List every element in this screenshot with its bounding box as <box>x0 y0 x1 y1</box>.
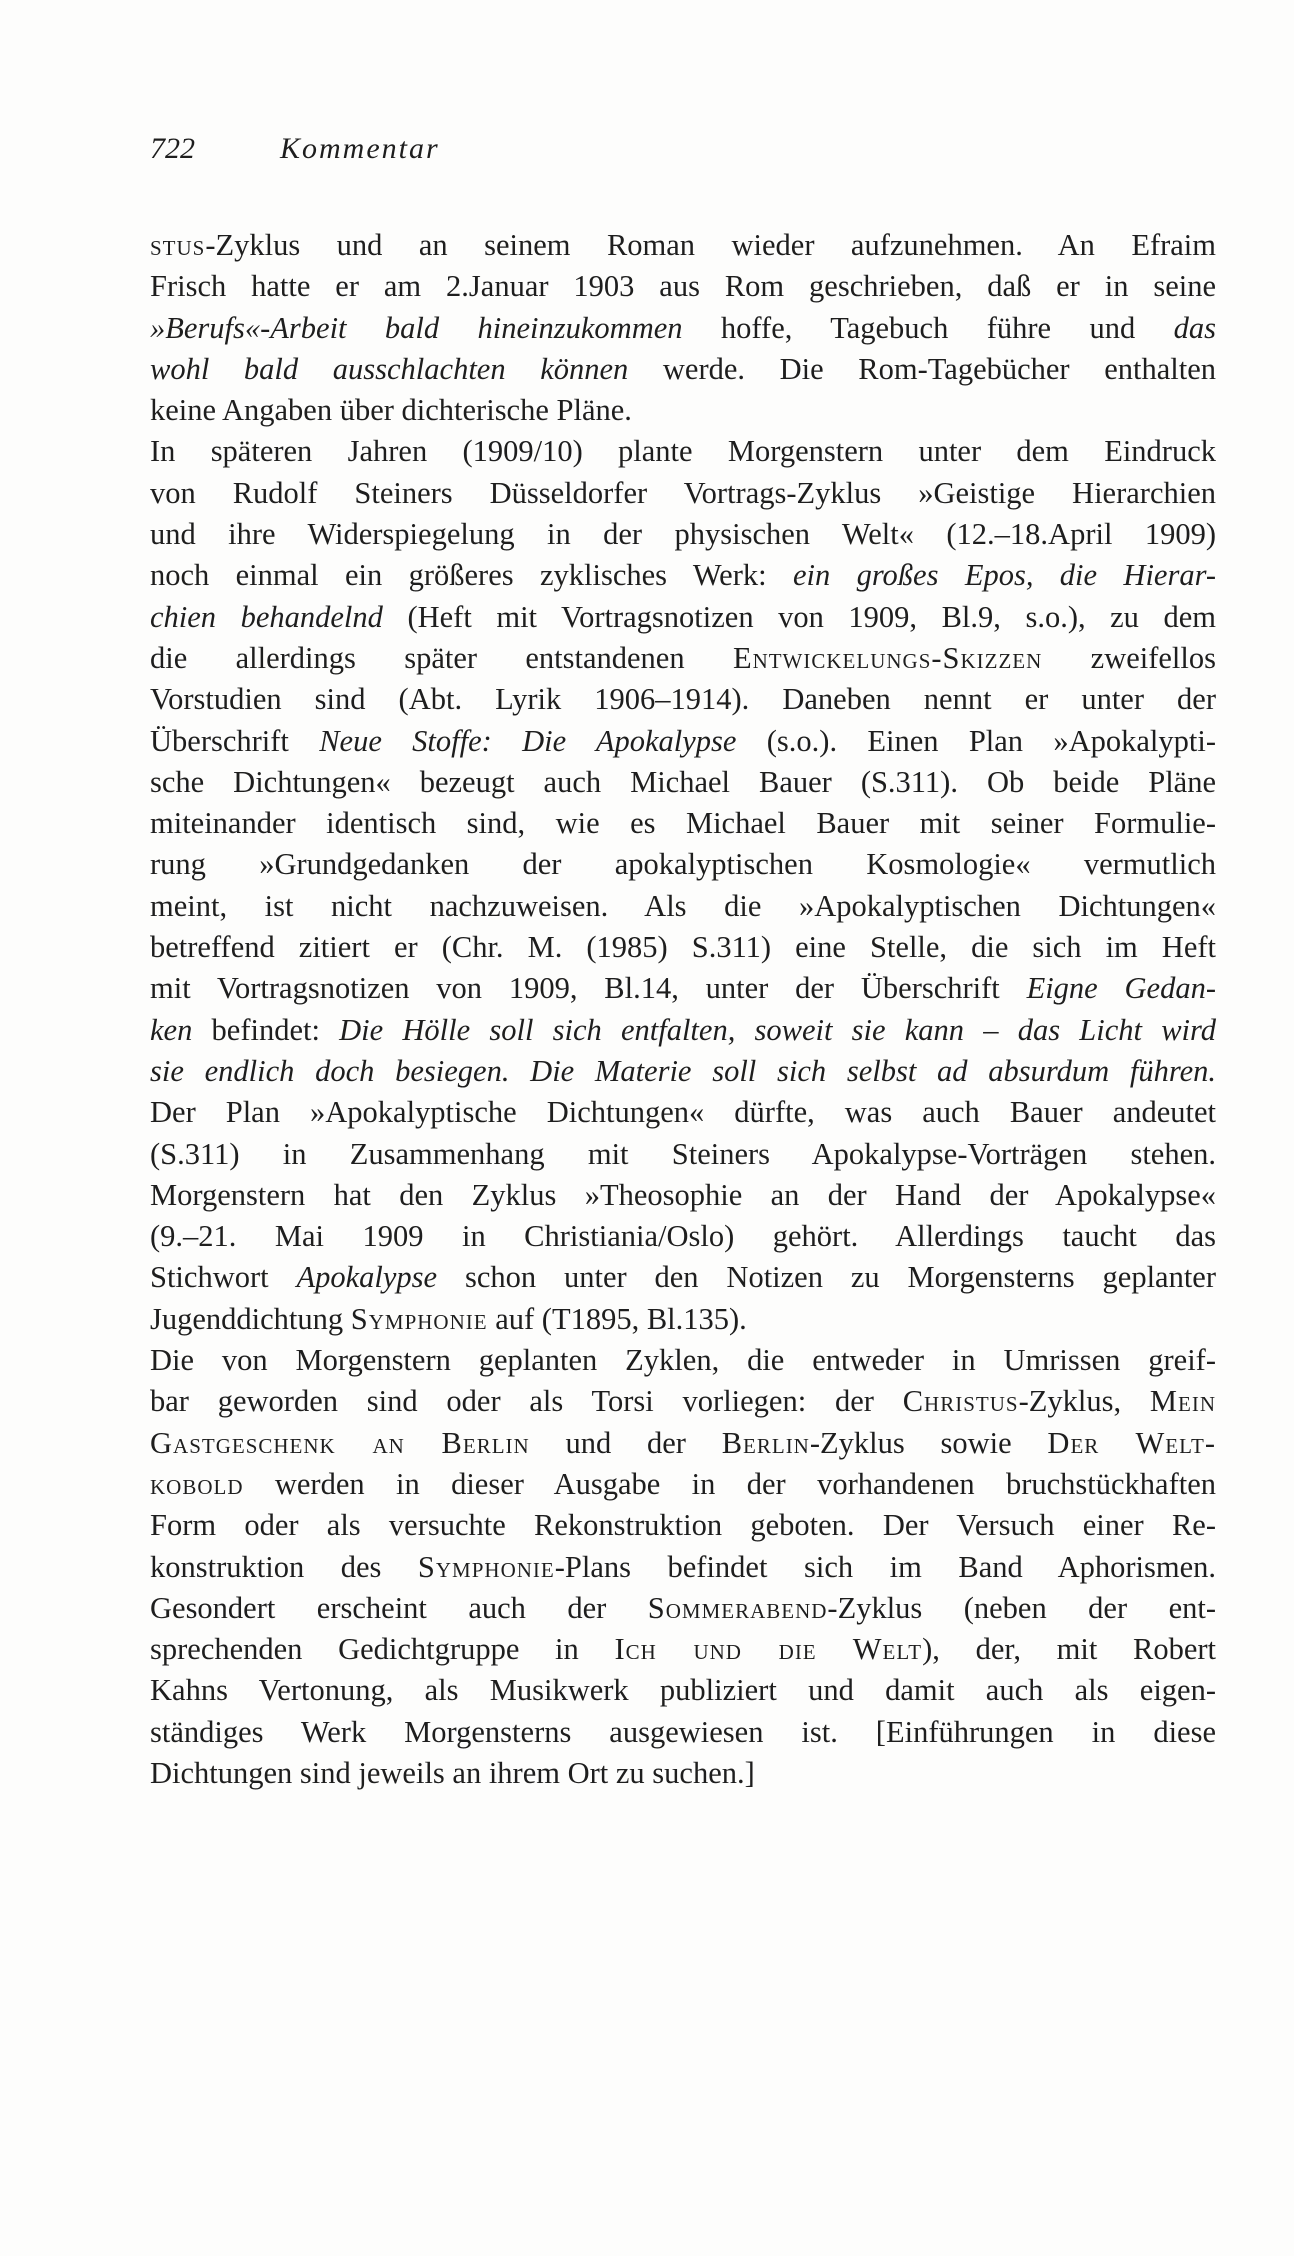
italic-quote: Apokalypse <box>296 1260 438 1295</box>
text-line <box>150 968 1216 1009</box>
text-run: ), der, mit Robert <box>922 1632 1216 1667</box>
text-line <box>150 1010 1216 1051</box>
text-line <box>150 431 1216 472</box>
text-line <box>150 1464 1216 1505</box>
text-line <box>150 1547 1216 1588</box>
italic-quote: chien behandelnd <box>150 599 383 634</box>
text-line <box>150 1092 1216 1133</box>
commentary-body <box>150 225 1216 1794</box>
text-line <box>150 721 1216 762</box>
text-run: -Zyklus sowie <box>809 1425 1048 1460</box>
small-caps-title: Sommerabend <box>647 1590 828 1625</box>
small-caps-title: kobold <box>150 1466 244 1501</box>
text-run: werden in dieser Ausgabe in der vorhandenen bruchstückhaften <box>243 1466 1216 1501</box>
small-caps-title: Der Welt- <box>1047 1425 1216 1460</box>
text-line <box>150 1629 1216 1670</box>
text-run: (9.–21. Mai 1909 in Christiania/Oslo) gehört. Allerdings taucht das <box>150 1219 1216 1254</box>
text-run: Überschrift <box>150 723 320 758</box>
small-caps-title: Ich und die Welt <box>614 1632 923 1667</box>
text-run: zweifellos <box>1042 640 1216 675</box>
text-line <box>150 349 1216 390</box>
text-line <box>150 844 1216 885</box>
text-line <box>150 1216 1216 1257</box>
text-line <box>150 308 1216 349</box>
text-run: sprechenden Gedichtgruppe in <box>150 1632 615 1667</box>
text-run: meint, ist nicht nachzuweisen. Als die »Apokalyptischen Dichtungen« <box>150 888 1216 923</box>
text-line <box>150 1712 1216 1753</box>
italic-quote: Eigne Gedan- <box>1026 971 1216 1006</box>
text-run: konstruktion des <box>150 1549 418 1584</box>
text-run: auf (T1895, Bl.135). <box>487 1301 747 1336</box>
running-header <box>150 132 440 166</box>
text-line <box>150 555 1216 596</box>
text-run: Gesondert erscheint auch der <box>150 1590 648 1625</box>
text-run: schon unter den Notizen zu Morgensterns geplanter <box>437 1260 1216 1295</box>
text-line <box>150 390 1216 431</box>
text-run: mit Vortragsnotizen von 1909, Bl.14, unter der Überschrift <box>150 971 1027 1006</box>
text-line <box>150 473 1216 514</box>
small-caps-title: Symphonie <box>350 1301 488 1336</box>
text-line <box>150 638 1216 679</box>
text-run: sche Dichtungen« bezeugt auch Michael Bauer (S.311). Ob beide Pläne <box>150 764 1216 799</box>
text-run: Dichtungen sind jeweils an ihrem Ort zu suchen.] <box>150 1755 755 1790</box>
text-run: bar geworden sind oder als Torsi vorliegen: der <box>150 1384 903 1419</box>
small-caps-title: stus <box>150 228 206 262</box>
text-line <box>150 762 1216 803</box>
text-run: ständiges Werk Morgensterns ausgewiesen ist. [Einführungen in diese <box>150 1714 1216 1749</box>
text-line <box>150 1753 1216 1794</box>
text-line <box>150 1134 1216 1175</box>
text-run: die allerdings später entstandenen <box>150 640 733 675</box>
italic-quote: ken <box>150 1012 193 1047</box>
page-number: 722 <box>150 132 195 165</box>
text-line <box>150 1340 1216 1381</box>
text-line <box>150 225 1216 266</box>
italic-quote: ein großes Epos, die Hierar- <box>792 558 1216 593</box>
text-line <box>150 1423 1216 1464</box>
small-caps-title: Christus <box>902 1384 1019 1419</box>
text-run: betreffend zitiert er (Chr. M. (1985) S.311) eine Stelle, die sich im Heft <box>150 930 1216 965</box>
text-run: -Zyklus und an seinem Roman wieder aufzunehmen. An Efraim <box>205 228 1216 262</box>
small-caps-title: Mein <box>1149 1384 1216 1419</box>
text-run: werde. Die Rom-Tagebücher enthalten <box>628 351 1216 386</box>
text-line <box>150 679 1216 720</box>
italic-quote: »Berufs«-Arbeit bald hineinzukommen <box>150 310 683 345</box>
text-run: (Heft mit Vortragsnotizen von 1909, Bl.9, s.o.), zu dem <box>382 599 1216 634</box>
italic-quote: wohl bald ausschlachten können <box>150 351 629 386</box>
text-run: befindet: <box>192 1012 340 1047</box>
text-run: hoffe, Tagebuch führe und <box>682 310 1174 345</box>
text-line <box>150 514 1216 555</box>
small-caps-title: Symphonie <box>417 1549 555 1584</box>
text-run: von Rudolf Steiners Düsseldorfer Vortrags-Zyklus »Geistige Hierarchien <box>150 475 1216 510</box>
text-run: rung »Grundgedanken der apokalyptischen Kosmologie« vermutlich <box>150 847 1216 882</box>
text-line <box>150 1670 1216 1711</box>
text-run: Jugenddichtung <box>150 1301 351 1336</box>
text-run: -Zyklus, <box>1018 1384 1150 1419</box>
text-line <box>150 597 1216 638</box>
text-run: keine Angaben über dichterische Pläne. <box>150 393 632 428</box>
text-run: Die von Morgenstern geplanten Zyklen, die entweder in Umrissen greif- <box>150 1343 1216 1378</box>
text-line <box>150 803 1216 844</box>
small-caps-title: Entwickelungs-Skizzen <box>732 640 1043 675</box>
text-run: noch einmal ein größeres zyklisches Werk: <box>150 558 793 593</box>
text-line <box>150 1257 1216 1298</box>
text-run: miteinander identisch sind, wie es Michael Bauer mit seiner Formulie- <box>150 806 1216 841</box>
text-run: -Zyklus (neben der ent- <box>827 1590 1216 1625</box>
text-run: Kahns Vertonung, als Musikwerk publiziert und damit auch als eigen- <box>150 1673 1216 1708</box>
text-line <box>150 1051 1216 1092</box>
text-run: -Plans befindet sich im Band Aphorismen. <box>554 1549 1216 1584</box>
italic-quote: Die Hölle soll sich entfalten, soweit sie kann – das Licht wird <box>339 1012 1216 1047</box>
text-run: Frisch hatte er am 2.Januar 1903 aus Rom geschrieben, daß er in seine <box>150 269 1216 304</box>
text-run: Form oder als versuchte Rekonstruktion geboten. Der Versuch einer Re- <box>150 1508 1216 1543</box>
text-run: Morgenstern hat den Zyklus »Theosophie an der Hand der Apokalypse« <box>150 1177 1216 1212</box>
text-run: und der <box>529 1425 722 1460</box>
text-line <box>150 1588 1216 1629</box>
small-caps-title: Berlin <box>721 1425 810 1460</box>
text-line <box>150 1175 1216 1216</box>
text-run: und ihre Widerspiegelung in der physischen Welt« (12.–18.April 1909) <box>150 517 1216 552</box>
text-run: In späteren Jahren (1909/10) plante Morgenstern unter dem Eindruck <box>150 434 1216 469</box>
small-caps-title: Gastgeschenk an Berlin <box>150 1425 530 1460</box>
text-line <box>150 886 1216 927</box>
text-run: Stichwort <box>150 1260 297 1295</box>
text-line <box>150 1505 1216 1546</box>
text-run: Der Plan »Apokalyptische Dichtungen« dürfte, was auch Bauer andeutet <box>150 1095 1216 1130</box>
italic-quote: das <box>1173 310 1216 345</box>
text-run: (S.311) in Zusammenhang mit Steiners Apokalypse-Vorträgen stehen. <box>150 1136 1216 1171</box>
text-line <box>150 1299 1216 1340</box>
italic-quote: Neue Stoffe: Die Apokalypse <box>319 723 737 758</box>
text-line <box>150 266 1216 307</box>
italic-quote: sie endlich doch besiegen. Die Materie soll sich selbst ad absurdum führen. <box>150 1053 1216 1088</box>
text-run: Vorstudien sind (Abt. Lyrik 1906–1914). Daneben nennt er unter der <box>150 682 1216 717</box>
text-line <box>150 927 1216 968</box>
text-run: (s.o.). Einen Plan »Apokalypti- <box>736 723 1216 758</box>
running-title: Kommentar <box>280 132 440 165</box>
text-line <box>150 1381 1216 1422</box>
